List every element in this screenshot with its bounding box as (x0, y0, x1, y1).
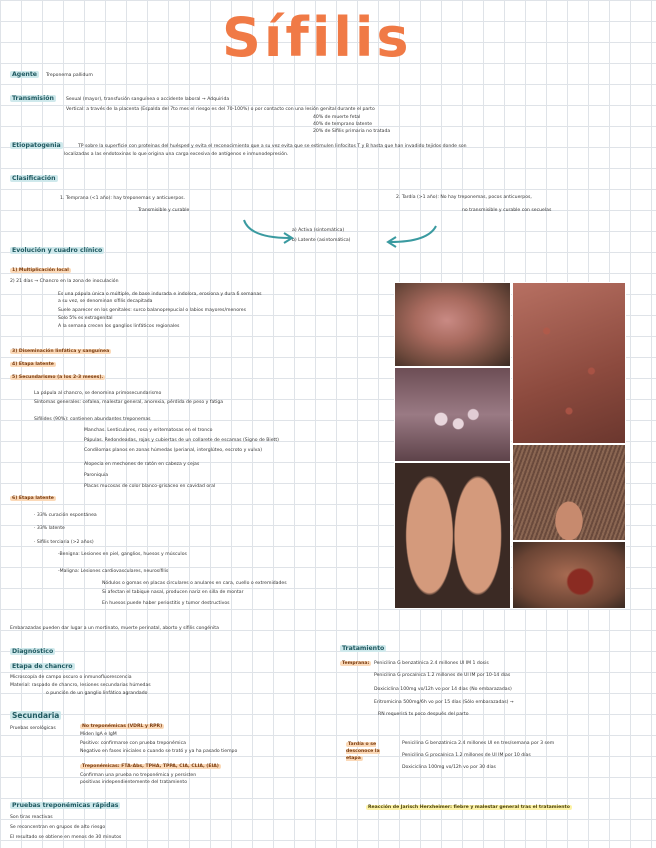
arrow-left-curve-icon (240, 216, 300, 246)
embarazadas-note: Embarazadas pueden dar lugar a un mortinato, muerte perinatal, aborto y sífilis congénita (10, 626, 219, 631)
agente-text: Treponema pallidum (46, 73, 93, 78)
pruebas-rapidas-label: Pruebas treponémicas rápidas (12, 802, 119, 809)
sifilides-line5: Paroniquia (84, 473, 109, 478)
clasificacion-label: Clasificación (12, 175, 56, 182)
rapidas-line1: Son tiras reactivas (10, 815, 53, 820)
clasificacion-latente: b) Latente (asintomática) (292, 238, 351, 243)
diagnostico-label: Diagnóstico (12, 648, 54, 655)
clasificacion-temprana2: Transmisible y curable (138, 208, 190, 213)
no-treponemicas-line3: Negativo en fases iniciales o cuando se trató y ya ha pasado tiempo (80, 749, 238, 754)
chancro-photo (394, 282, 511, 367)
clasificacion-temprana: 1. Temprana (<1 año): hay treponemas y anticuerpos. (60, 196, 185, 201)
sifilides-line4: Alopecia en mechones de ratón en cabeza y cejas (84, 462, 200, 467)
soles-photo (394, 462, 511, 609)
trat-temprana-line1: Penicilina G benzatínica 2.4 millones UI IM 1 dosis (374, 661, 489, 666)
clasificacion-tardia2: no transmisible y curable con secuelas (462, 208, 552, 213)
secundarismo-line2: Síntomas generales: cefalea, malestar general, anorexia, pérdida de peso y fatiga (34, 400, 224, 405)
evolucion-secundarismo: 5) Secundarismo (a los 2-3 meses). (12, 375, 104, 380)
transmision-sub1: 40% de muerte fetal (313, 115, 361, 120)
chancro-line5: A la semana crecen los ganglios linfáticos regionales (58, 324, 180, 329)
chancro-line1: Es una pápula única o múltiple, de base indurada e indolora, erosiona y dura 6 semanas (58, 292, 262, 297)
sifilides-line6: Placas mucosas de color blanco-grisáceo en cavidad oral (84, 484, 216, 489)
treponemicas-line2: positivas independientemente del tratamiento (80, 780, 188, 785)
sifilides-line2: Pápulas. Redondeadas, rojas y cubiertas de un collarete de escamas (Signo de Biett) (84, 438, 279, 443)
condyloma-photo (394, 367, 511, 462)
etiopatogenia-line1: TP sobre la superficie con proteínas del huésped y evita el reconocimiento que a su vez evita que se estimulen linfocitos T y B hasta que han invadido tejidos donde son (78, 144, 467, 149)
evolucion-etapa-latente: 4) Etapa latente (12, 362, 54, 367)
tratamiento-label: Tratamiento (342, 645, 385, 652)
evolucion-etapa-latente2: 6) Etapa latente (12, 496, 54, 501)
trat-temprana-line2: Penicilina G procaínica 1.2 millones de UI IM por 10-14 días (374, 673, 511, 678)
trat-tardia-line2: Penicilina G procaínica 1.2 millones de UI IM por 10 días (402, 753, 531, 758)
clasificacion-activa: a) Activa (sintomática) (292, 228, 345, 233)
alopecia-photo (512, 444, 626, 541)
etiopatogenia-line2: localizadas a las endotoxinas lo que origina una carga excesiva de antígenos e inmunodepresión. (64, 152, 289, 157)
evolucion-d21: 2) 21 días → Chancro en la zona de inoculación (10, 279, 119, 284)
gumma-face-photo (512, 541, 626, 609)
page-title: Sífilis (222, 6, 412, 69)
clasificacion-tardia: 2. Tardía (>1 año): No hay treponemas, pocos anticuerpos, (396, 195, 532, 200)
trunk-rash-photo (512, 282, 626, 444)
sifilides-line1: Manchas. Lenticulares, rosa y eritematosas en el tronco (84, 428, 213, 433)
diag-chancro-line1: Microscopía de campo oscuro o inmunofluorescencia (10, 675, 132, 680)
chancro-line2: a su vez, se denominan sífilis decapitada (58, 299, 153, 304)
etiopatogenia-label: Etiopatogenia (12, 142, 61, 149)
maligna-line2: Nódulos o gomas en placas circulares o anulares en cara, cuello o extremidades (102, 581, 287, 586)
evolucion-multiplicacion: 1) Multiplicación local (12, 268, 69, 273)
benigna-line: -Benigna: Lesiones en piel, ganglios, huesos y músculos (58, 552, 187, 557)
jarisch-note: Reacción de Jarisch Herxheimer: fiebre y malestar general tras el tratamiento (368, 805, 570, 810)
rapidas-line3: El resultado se obtiene en menos de 30 minutos (10, 835, 122, 840)
maligna-line3: Si afectan el tabique nasal, producen nariz en silla de montar (102, 590, 244, 595)
transmision-line1: Sexual (mayor), transfusión sanguínea o accidente laboral → Adquirida (66, 97, 230, 102)
transmision-line2: Vertical: a través de la placenta (Espalda del 7to mes el riesgo es del 70-100%) o por contacto con una lesión genital durante el parto (66, 107, 375, 112)
trat-tardia-line1: Penicilina G benzatínica 2.4 millones UI en tres/semana por 3 sem (402, 741, 555, 746)
sifilides-line3: Condilomas planos en zonas húmedas (perianal, interglúteo, escroto y vulva) (84, 448, 262, 453)
latente-line2: · 33% latente (34, 526, 65, 531)
trat-temprana-line3: Doxiciclina 100mg vo/12h vo por 14 días (No embarazadas) (374, 687, 512, 692)
arrow-right-curve-icon (380, 222, 440, 250)
latente-line1: · 33% curación espontánea (34, 513, 97, 518)
treponemicas-line1: Confirman una prueba no treponémica y persisten (80, 773, 197, 778)
maligna-line4: En huesos puede haber periostitis y tumor destructivos (102, 601, 230, 606)
no-treponemicas-label: No treponémicas (VDRL y RPR) (82, 724, 163, 729)
evolucion-diseminacion: 3) Diseminación linfática y sanguínea (12, 349, 110, 354)
no-treponemicas-line2: Positivo: confirmarse con prueba treponémica (80, 741, 186, 746)
tratamiento-tardia-label: Tardía o se desconoce la etapa (346, 742, 380, 761)
treponemicas-label: Treponémicas: FTA-Abs, TPHA, TPPA, CIA, CLIA, (EIA) (82, 764, 219, 769)
evolucion-label: Evolución y cuadro clínico (12, 247, 103, 254)
diag-chancro-line3: o punción de un ganglio linfático agrandado (46, 691, 148, 696)
trat-tardia-line3: Doxiciclina 100mg vo/12h vo por 30 días (402, 765, 496, 770)
trat-temprana-line4: Eritromicina 500mg/6h vo por 15 días (Sólo embarazadas) → (374, 700, 514, 705)
transmision-sub2: 40% de temprano latente (313, 122, 373, 127)
diag-secundaria-label: Secundaria (12, 711, 60, 720)
diag-chancro-label: Etapa de chancro (12, 663, 73, 670)
secundarismo-line1: La pápula al chancro, se denomina primosecundarismo (34, 391, 162, 396)
chancro-line3: Suele aparecer en los genitales: surco balanoprepucial o labios mayores/menores (58, 308, 247, 313)
diag-chancro-line2: Material: raspado de chancro, lesiones secundarias húmedas (10, 683, 151, 688)
trat-temprana-line5: RN requerirá tx poco después del parto (378, 712, 469, 717)
maligna-line1: -Maligna: Lesiones cardiovasculares, neurosífilis (58, 569, 169, 574)
transmision-sub3: 20% de Sífilis primaria no tratada (313, 129, 391, 134)
no-treponemicas-line1: Miden IgA e IgM (80, 732, 117, 737)
tratamiento-temprana-label: Temprana: (342, 661, 370, 666)
pruebas-serologicas: Pruebas serológicas (10, 726, 56, 731)
chancro-line4: Solo 5% es extragenital (58, 316, 113, 321)
transmision-label: Transmisión (12, 95, 54, 102)
latente-line3: · Sífilis terciaria (>2 años) (34, 540, 94, 545)
agente-label: Agente (12, 71, 37, 78)
rapidas-line2: Se reconcentran en grupos de alto riesgo (10, 825, 106, 830)
sifilides-label: Sifílides (90%): contienen abundantes treponemas (34, 417, 151, 422)
